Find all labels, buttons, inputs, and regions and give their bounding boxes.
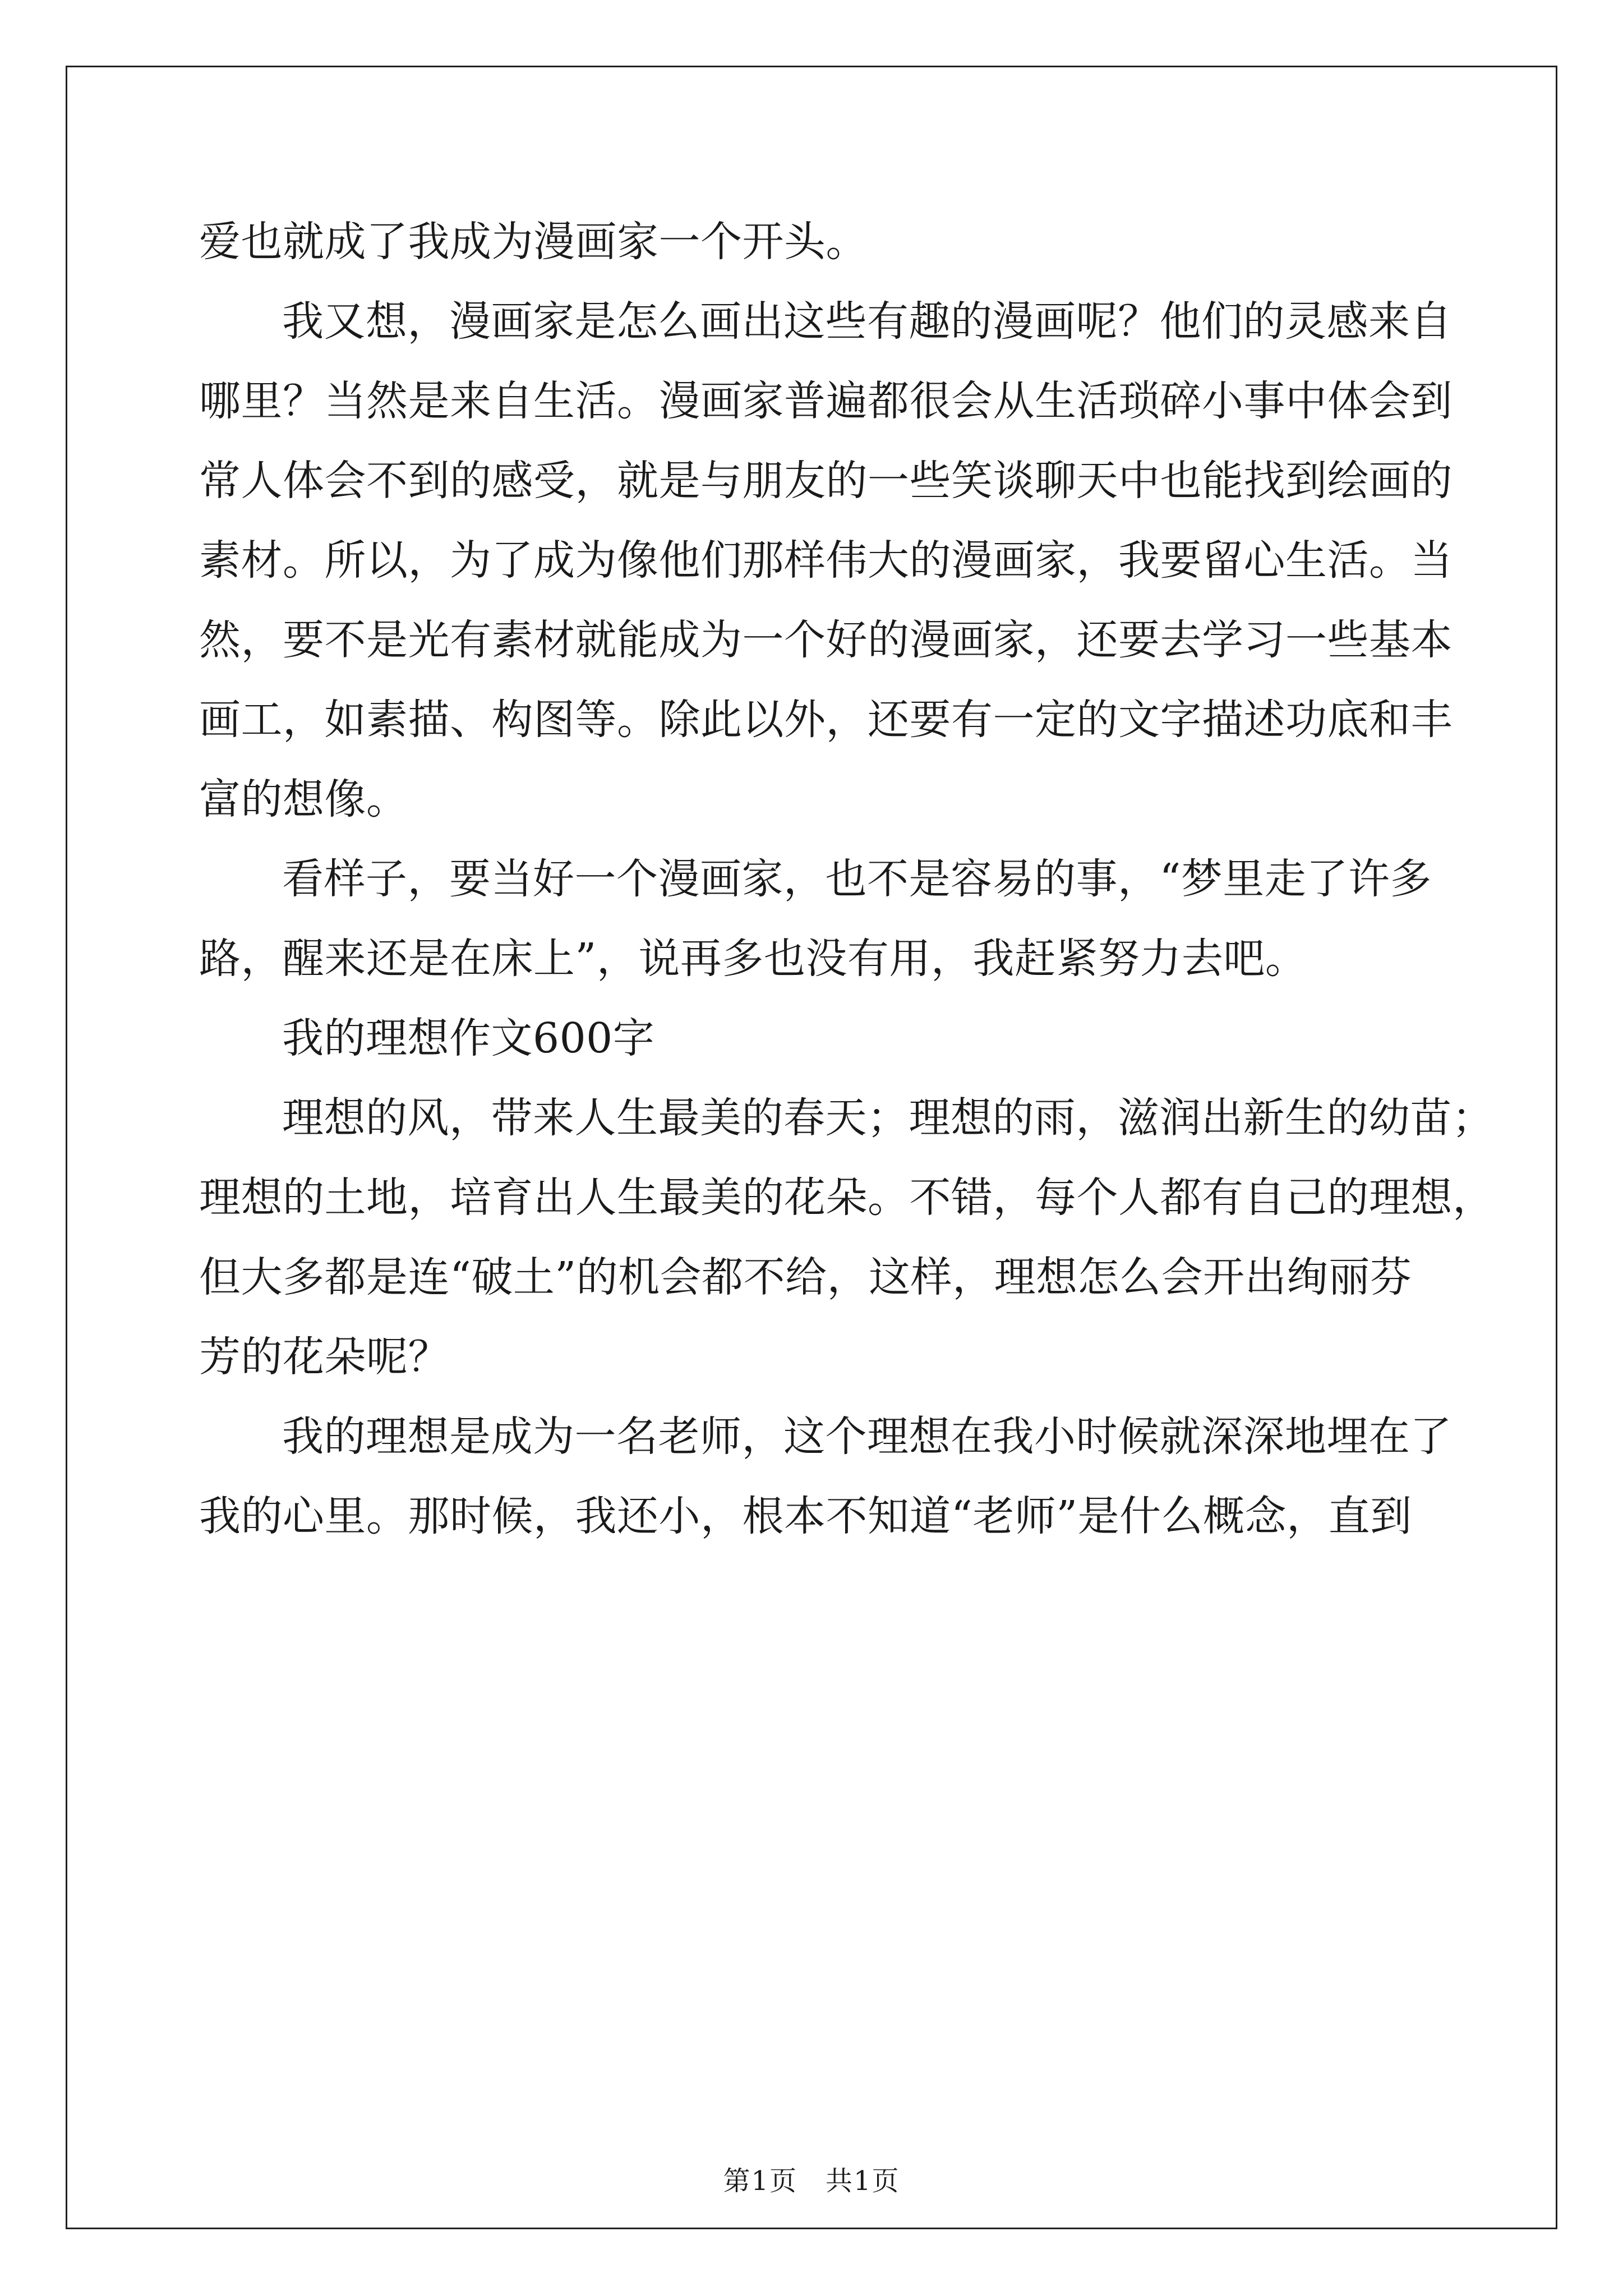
text-line: 理想的风，带来人生最美的春天；理想的雨，滋润出新生的幼苗； xyxy=(282,1094,1494,1142)
page-footer: 第1页 共1页 xyxy=(723,2165,900,2197)
text-line: 富的想像。 xyxy=(199,775,408,823)
text-line: 素材。所以，为了成为像他们那样伟大的漫画家，我要留心生活。当 xyxy=(199,536,1453,585)
text-line: 看样子，要当好一个漫画家，也不是容易的事，“梦里走了许多 xyxy=(282,855,1432,903)
text-line: 路，醒来还是在床上”，说再多也没有用，我赶紧努力去吧。 xyxy=(199,935,1307,983)
section-heading: 我的理想作文600字 xyxy=(282,1014,655,1062)
text-line: 我的心里。那时候，我还小，根本不知道“老师”是什么概念，直到 xyxy=(199,1492,1412,1540)
text-line: 哪里？当然是来自生活。漫画家普遍都很会从生活琐碎小事中体会到 xyxy=(199,377,1453,425)
text-line: 理想的土地，培育出人生最美的花朵。不错，每个人都有自己的理想， xyxy=(199,1174,1495,1222)
text-line: 画工，如素描、构图等。除此以外，还要有一定的文字描述功底和丰 xyxy=(199,696,1453,744)
text-line: 然，要不是光有素材就能成为一个好的漫画家，还要去学习一些基本 xyxy=(199,616,1453,664)
text-line: 我的理想是成为一名老师，这个理想在我小时候就深深地埋在了 xyxy=(282,1412,1452,1461)
text-line: 爱也就成了我成为漫画家一个开头。 xyxy=(199,218,868,266)
text-line: 我又想，漫画家是怎么画出这些有趣的漫画呢？他们的灵感来自 xyxy=(282,297,1452,346)
text-line: 常人体会不到的感受，就是与朋友的一些笑谈聊天中也能找到绘画的 xyxy=(199,457,1453,505)
text-line: 芳的花朵呢？ xyxy=(199,1333,450,1381)
document-body xyxy=(199,202,1495,1556)
text-line: 但大多都是连“破土”的机会都不给，这样，理想怎么会开出绚丽芬 xyxy=(199,1253,1412,1301)
